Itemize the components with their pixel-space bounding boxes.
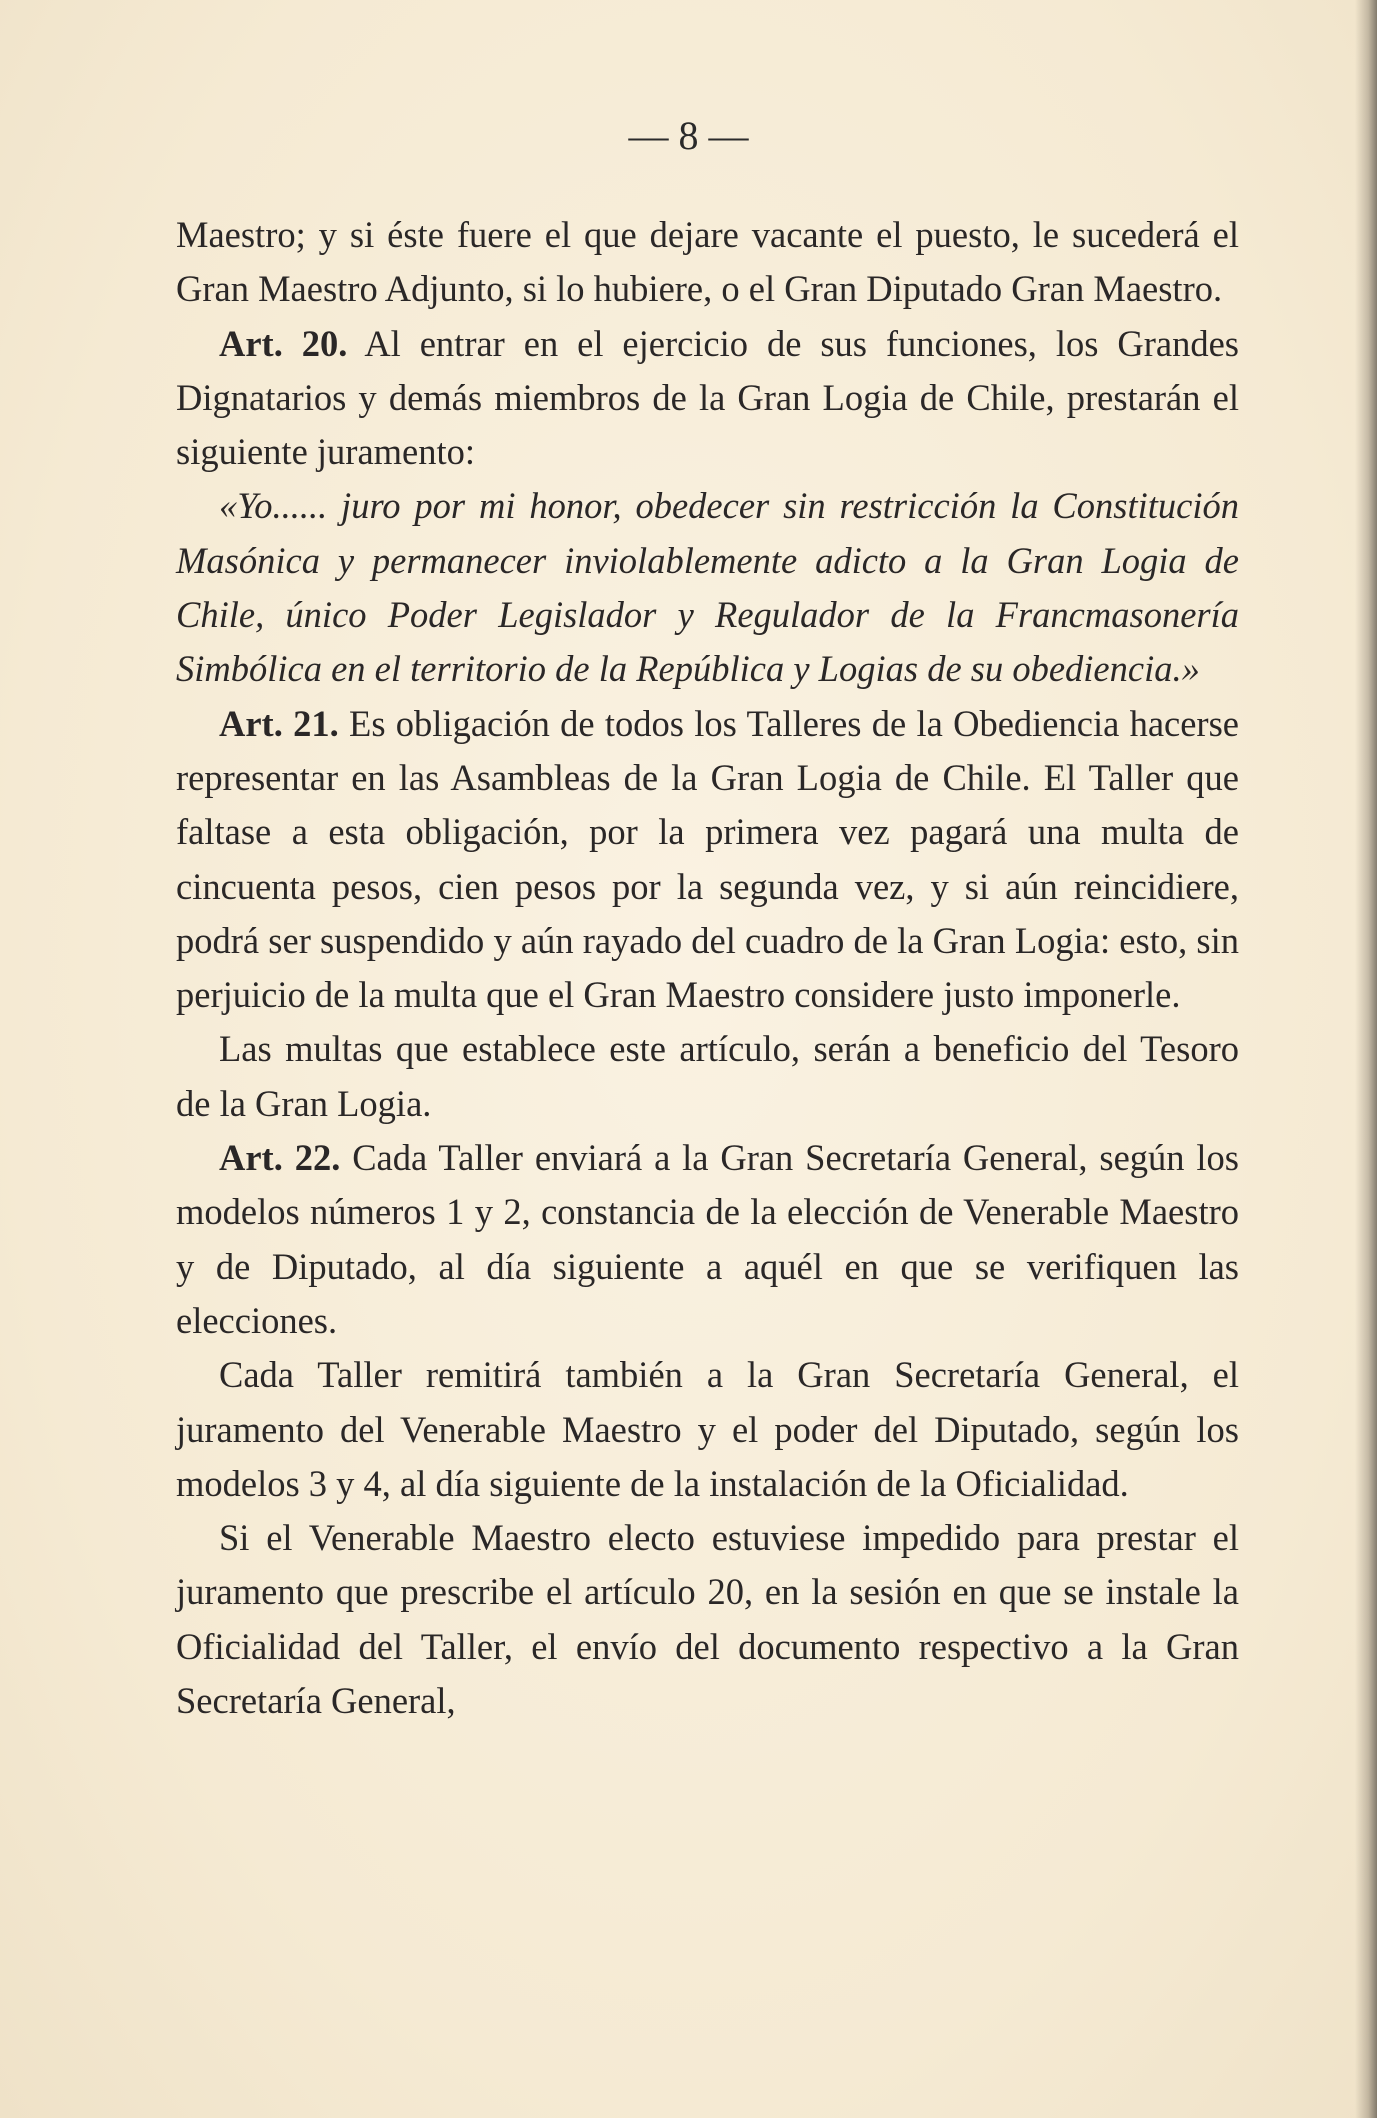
impediment-paragraph — [176, 1511, 1239, 1728]
article-text: Al entrar en el ejercicio de sus funciones, los Grandes Dignatarios y demás miembros de la Gran Logia de Chile, prestarán el siguiente juramento: — [176, 322, 1239, 473]
page-edge-shadow — [1355, 0, 1377, 2118]
article-20 — [176, 317, 1239, 480]
article-21 — [176, 697, 1239, 1023]
paragraph-text: Maestro; y si éste fuere el que dejare vacante el puesto, le sucederá el Gran Maestro Adjunto, si lo hubiere, o el Gran Diputado Gran Maestro. — [176, 214, 1239, 310]
oath-paragraph — [176, 479, 1239, 696]
paragraph-text: Cada Taller remitirá también a la Gran Secretaría General, el juramento del Venerable Maestro y el poder del Diputado, según los modelos 3 y 4, al día siguiente de la instalación de la Oficialidad. — [176, 1354, 1239, 1504]
article-label: Art. 21. — [219, 702, 339, 744]
oath-text: «Yo...... juro por mi honor, obedecer sin restricción la Constitución Masónica y permanecer inviolablemente adicto a la Gran Logia de Chile, único Poder Legislador y Regulador de la Francmasonería Simbólica en el territorio de la República y Logias de su obediencia.» — [176, 485, 1239, 690]
paragraph-text: Las multas que establece este artículo, serán a beneficio del Tesoro de la Gran Logia. — [176, 1028, 1239, 1124]
body-text — [176, 208, 1239, 1728]
fines-paragraph — [176, 1022, 1239, 1131]
article-label: Art. 22. — [219, 1137, 341, 1179]
article-22 — [176, 1131, 1239, 1348]
page-number: — 8 — — [628, 113, 749, 158]
article-label: Art. 20. — [219, 322, 348, 364]
paragraph-text: Si el Venerable Maestro electo estuviese impedido para prestar el juramento que prescribe el artículo 20, en la sesión en que se instale la Oficialidad del Taller, el envío del documento respectivo a la Gran Secretaría General, — [176, 1517, 1239, 1722]
article-text: Es obligación de todos los Talleres de la Obediencia hacerse representar en las Asambleas de la Gran Logia de Chile. El Taller que faltase a esta obligación, por la primera vez pagará una multa de cincuenta pesos, cien pesos por la segunda vez, y si aún reincidiere, podrá ser suspendido y aún rayado del cuadro de la Gran Logia: esto, sin perjuicio de la multa que el Gran Maestro considere justo imponerle. — [176, 702, 1239, 1016]
article-text: Cada Taller enviará a la Gran Secretaría General, según los modelos números 1 y 2, constancia de la elección de Venerable Maestro y de Diputado, al día siguiente a aquél en que se verifiquen las elecciones. — [176, 1137, 1239, 1341]
oath-submission-paragraph — [176, 1348, 1239, 1511]
paragraph-continuation — [176, 208, 1239, 317]
